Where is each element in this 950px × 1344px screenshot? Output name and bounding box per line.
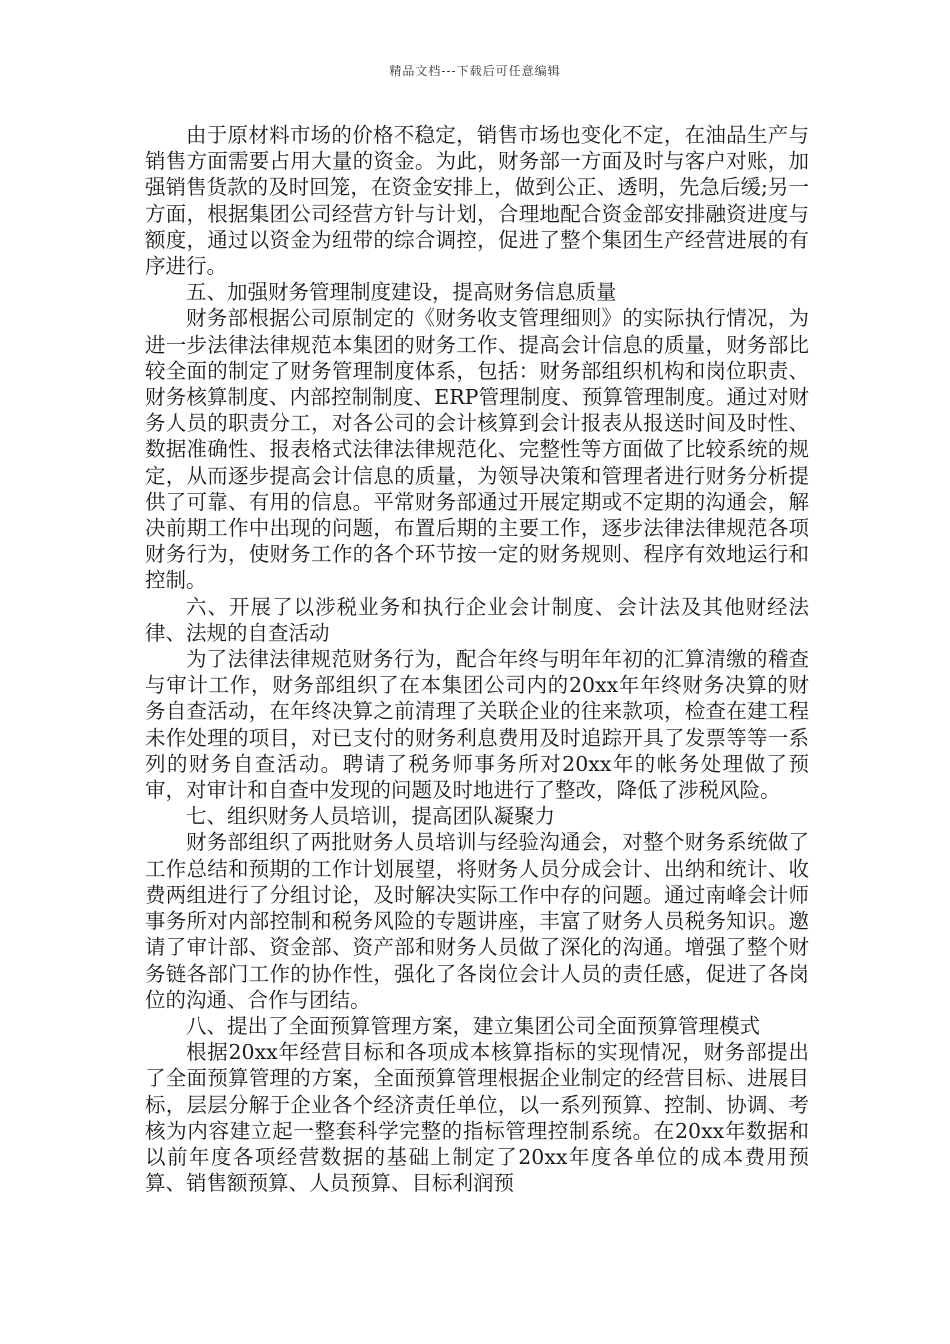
page-header: 精品文档---下载后可任意编辑 — [389, 64, 561, 78]
document-body — [145, 122, 809, 1196]
paragraph-management-system: 财务部根据公司原制定的《财务收支管理细则》的实际执行情况，为进一步法律法律规范本集团的财务工作、提高会计信息的质量，财务部比较全面的制定了财务管理制度体系，包括：财务部组织机构和岗位职责、财务核算制度、内部控制制度、ERP管理制度、预算管理制度。通过对财务人员的职责分工，对各公司的会计核算到会计报表从报送时间及时性、数据准确性、报表格式法律法律规范化、完整性等方面做了比较系统的规定，从而逐步提高会计信息的质量，为领导决策和管理者进行财务分析提供了可靠、有用的信息。平常财务部通过开展定期或不定期的沟通会，解决前期工作中出现的问题，布置后期的主要工作，逐步法律法律规范各项财务行为，使财务工作的各个环节按一定的财务规则、程序有效地运行和控制。 — [145, 306, 809, 593]
section-heading-5: 五、加强财务管理制度建设，提高财务信息质量 — [186, 280, 617, 305]
paragraph-training: 财务部组织了两批财务人员培训与经验沟通会，对整个财务系统做了工作总结和预期的工作计划展望，将财务人员分成会计、出纳和统计、收费两组进行了分组讨论，及时解决实际工作中存的问题。通过南峰会计师事务所对内部控制和税务风险的专题讲座，丰富了财务人员税务知识。邀请了审计部、资金部、资产部和财务人员做了深化的沟通。增强了整个财务链各部门工作的协作性，强化了各岗位会计人员的责任感，促进了各岗位的沟通、合作与团结。 — [145, 830, 809, 1012]
section-heading-8: 八、提出了全面预算管理方案，建立集团公司全面预算管理模式 — [186, 1013, 760, 1038]
section-heading-6: 六、开展了以涉税业务和执行企业会计制度、会计法及其他财经法律、法规的自查活动 — [145, 594, 809, 645]
paragraph-funds: 由于原材料市场的价格不稳定，销售市场也变化不定，在油品生产与销售方面需要占用大量的资金。为此，财务部一方面及时与客户对账，加强销售货款的及时回笼，在资金安排上，做到公正、透明，先急后缓;另一方面，根据集团公司经营方针与计划，合理地配合资金部安排融资进度与额度，通过以资金为纽带的综合调控，促进了整个集团生产经营进展的有序进行。 — [145, 123, 809, 279]
paragraph-self-inspection: 为了法律法律规范财务行为，配合年终与明年年初的汇算清缴的稽查与审计工作，财务部组织了在本集团公司内的20xx年年终财务决算的财务自查活动，在年终决算之前清理了关联企业的往来款项，检查在建工程未作处理的项目，对已支付的财务利息费用及时追踪开具了发票等等一系列的财务自查活动。聘请了税务师事务所对20xx年的帐务处理做了预审，对审计和自查中发现的问题及时地进行了整改，降低了涉税风险。 — [145, 647, 809, 803]
section-heading-7: 七、组织财务人员培训，提高团队凝聚力 — [186, 804, 555, 829]
paragraph-budget: 根据20xx年经营目标和各项成本核算指标的实现情况，财务部提出了全面预算管理的方案，全面预算管理根据企业制定的经营目标、进展目标，层层分解于企业各个经济责任单位，以一系列预算、控制、协调、考核为内容建立起一整套科学完整的指标管理控制系统。在20xx年数据和以前年度各项经营数据的基础上制定了20xx年度各单位的成本费用预算、销售额预算、人员预算、目标利润预 — [145, 1040, 809, 1196]
